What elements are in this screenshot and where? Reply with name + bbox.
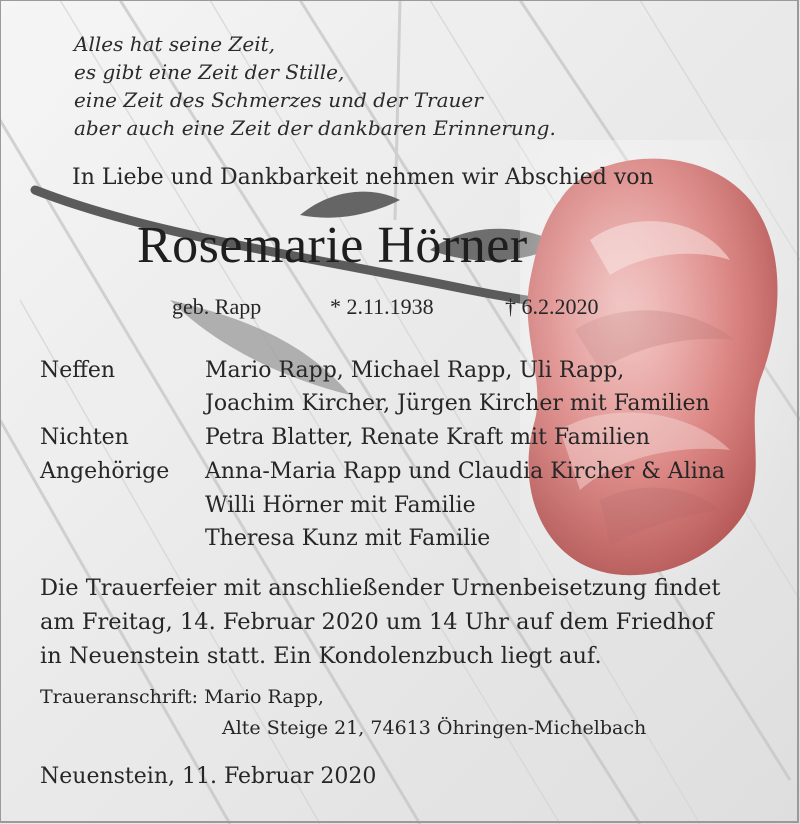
place-and-date: Neuenstein, 11. Februar 2020 [40,764,377,789]
maiden-name: geb. Rapp [172,294,262,319]
mourners-neffen-line-2: Joachim Kircher, Jürgen Kircher mit Familien [205,391,710,416]
mourning-address-label: Traueranschrift: Mario Rapp, [40,686,324,708]
deceased-name: Rosemarie Hörner [137,217,528,274]
mourners-nichten-line-1: Petra Blatter, Renate Kraft mit Familien [205,425,650,450]
mourners-neffen-line-1: Mario Rapp, Michael Rapp, Uli Rapp, [205,358,625,383]
role-nichten: Nichten [40,425,129,450]
ceremony-line-2: am Freitag, 14. Februar 2020 um 14 Uhr auf dem Friedhof [40,609,714,635]
birth-date: * 2.11.1938 [330,294,434,319]
role-neffen: Neffen [40,358,116,383]
mourners-angehoerige-line-1: Anna-Maria Rapp und Claudia Kircher & Alina [205,459,726,484]
ceremony-line-3: in Neuenstein statt. Ein Kondolenzbuch liegt auf. [40,643,602,669]
mourners-angehoerige-line-2: Willi Hörner mit Familie [205,493,476,518]
poem-line-4: aber auch eine Zeit der dankbaren Erinnerung. [74,116,556,140]
mourners-angehoerige-line-3: Theresa Kunz mit Familie [205,526,491,551]
mourning-address-street: Alte Steige 21, 74613 Öhringen-Michelbach [222,717,647,739]
farewell-intro: In Liebe und Dankbarkeit nehmen wir Abschied von [72,165,654,190]
ceremony-line-1: Die Trauerfeier mit anschließender Urnenbeisetzung findet [40,575,721,601]
poem-line-2: es gibt eine Zeit der Stille, [74,60,345,84]
role-angehoerige: Angehörige [40,459,170,484]
poem-line-1: Alles hat seine Zeit, [74,32,275,56]
poem-line-3: eine Zeit des Schmerzes und der Trauer [74,88,483,112]
death-date: † 6.2.2020 [505,294,599,319]
